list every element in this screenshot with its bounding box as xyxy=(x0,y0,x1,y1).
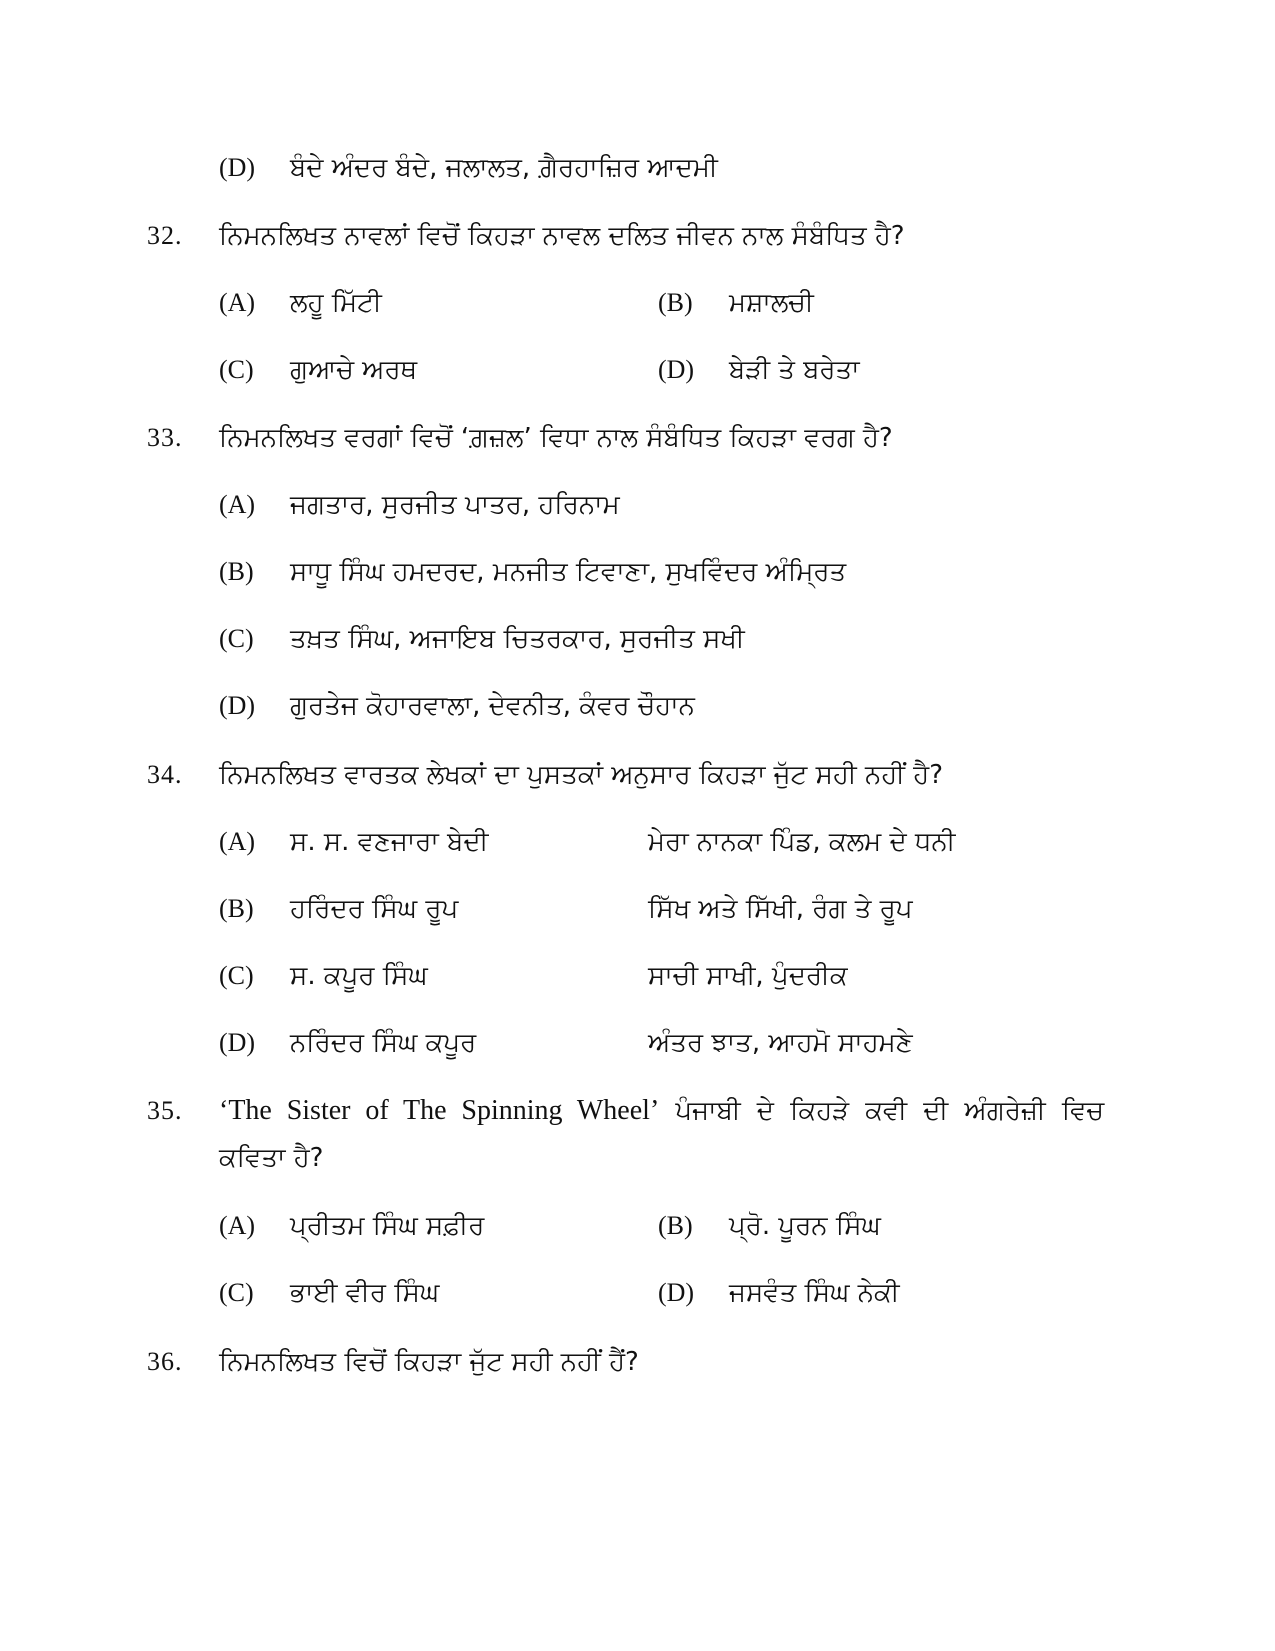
option-text: ਭਾਈ ਵੀਰ ਸਿੰਘ xyxy=(290,1278,440,1308)
option-books: ਮੇਰਾ ਨਾਨਕਾ ਪਿੰਡ, ਕਲਮ ਦੇ ਧਨੀ xyxy=(648,827,956,857)
question-number: 34. xyxy=(147,760,183,789)
option-label: (C) xyxy=(219,961,254,990)
option-text: ਬੰਦੇ ਅੰਦਰ ਬੰਦੇ, ਜਲਾਲਤ, ਗ਼ੈਰਹਾਜ਼ਿਰ ਆਦਮੀ xyxy=(290,153,718,183)
option-books: ਸਾਚੀ ਸਾਖੀ, ਪੁੰਦਰੀਕ xyxy=(648,961,848,991)
option-label: (B) xyxy=(658,1211,693,1240)
question-number: 35. xyxy=(147,1096,183,1125)
question-text: ਪੰਜਾਬੀ ਦੇ ਕਿਹੜੇ ਕਵੀ ਦੀ ਅੰਗਰੇਜ਼ੀ ਵਿਚ xyxy=(675,1096,1105,1126)
option-label: (D) xyxy=(219,153,256,182)
question-number: 33. xyxy=(147,423,183,452)
question-number: 32. xyxy=(147,221,183,250)
option-label: (C) xyxy=(219,624,254,653)
option-text: ਜਸਵੰਤ ਸਿੰਘ ਨੇਕੀ xyxy=(729,1278,900,1308)
option-text: ਸਾਧੂ ਸਿੰਘ ਹਮਦਰਦ, ਮਨਜੀਤ ਟਿਵਾਣਾ, ਸੁਖਵਿੰਦਰ ਅੰਮ੍ਰਿਤ xyxy=(290,557,847,587)
poem-title: ‘The Sister of The Spinning Wheel’ xyxy=(219,1095,660,1126)
option-text: ਤਖ਼ਤ ਸਿੰਘ, ਅਜਾਇਬ ਚਿਤਰਕਾਰ, ਸੁਰਜੀਤ ਸਖੀ xyxy=(290,624,745,654)
option-text: ਜਗਤਾਰ, ਸੁਰਜੀਤ ਪਾਤਰ, ਹਰਿਨਾਮ xyxy=(290,490,620,520)
option-label: (B) xyxy=(219,557,254,586)
question-text: ਨਿਮਨਲਿਖਤ ਵਿਚੋਂ ਕਿਹੜਾ ਜੁੱਟ ਸਹੀ ਨਹੀਂ ਹੈਂ? xyxy=(219,1347,639,1377)
option-label: (D) xyxy=(658,355,695,384)
option-author: ਸ. ਸ. ਵਣਜਾਰਾ ਬੇਦੀ xyxy=(290,827,489,857)
option-label: (C) xyxy=(219,355,254,384)
option-text: ਲਹੂ ਮਿੱਟੀ xyxy=(290,288,382,318)
option-label: (D) xyxy=(219,1028,256,1057)
option-label: (B) xyxy=(658,288,693,317)
option-label: (A) xyxy=(219,490,256,519)
question-text-line-1 xyxy=(219,1091,1104,1131)
option-author: ਹਰਿੰਦਰ ਸਿੰਘ ਰੂਪ xyxy=(290,894,459,924)
option-text: ਮਸ਼ਾਲਚੀ xyxy=(729,288,814,318)
option-books: ਸਿੱਖ ਅਤੇ ਸਿੱਖੀ, ਰੰਗ ਤੇ ਰੂਪ xyxy=(648,894,913,924)
option-text: ਪ੍ਰੋ. ਪੂਰਨ ਸਿੰਘ xyxy=(729,1211,881,1241)
option-text: ਪ੍ਰੀਤਮ ਸਿੰਘ ਸਫ਼ੀਰ xyxy=(290,1211,485,1241)
option-label: (C) xyxy=(219,1278,254,1307)
question-text: ਨਿਮਨਲਿਖਤ ਨਾਵਲਾਂ ਵਿਚੋਂ ਕਿਹੜਾ ਨਾਵਲ ਦਲਿਤ ਜੀਵਨ ਨਾਲ ਸੰਬੰਧਿਤ ਹੈ? xyxy=(219,221,905,251)
option-author: ਨਰਿੰਦਰ ਸਿੰਘ ਕਪੂਰ xyxy=(290,1028,477,1058)
option-label: (D) xyxy=(658,1278,695,1307)
option-text: ਬੇੜੀ ਤੇ ਬਰੇਤਾ xyxy=(729,355,860,385)
option-books: ਅੰਤਰ ਝਾਤ, ਆਹਮੋ ਸਾਹਮਣੇ xyxy=(648,1028,913,1058)
question-number: 36. xyxy=(147,1347,183,1376)
question-text: ਨਿਮਨਲਿਖਤ ਵਾਰਤਕ ਲੇਖਕਾਂ ਦਾ ਪੁਸਤਕਾਂ ਅਨੁਸਾਰ ਕਿਹੜਾ ਜੁੱਟ ਸਹੀ ਨਹੀਂ ਹੈ? xyxy=(219,760,944,790)
option-text: ਗੁਰਤੇਜ ਕੋਹਾਰਵਾਲਾ, ਦੇਵਨੀਤ, ਕੰਵਰ ਚੌਹਾਨ xyxy=(290,691,695,721)
option-label: (A) xyxy=(219,288,256,317)
question-text-line-2: ਕਵਿਤਾ ਹੈ? xyxy=(219,1143,324,1173)
question-text: ਨਿਮਨਲਿਖਤ ਵਰਗਾਂ ਵਿਚੋਂ ‘ਗ਼ਜ਼ਲ’ ਵਿਧਾ ਨਾਲ ਸੰਬੰਧਿਤ ਕਿਹੜਾ ਵਰਗ ਹੈ? xyxy=(219,423,893,453)
option-label: (A) xyxy=(219,1211,256,1240)
option-label: (B) xyxy=(219,894,254,923)
option-label: (D) xyxy=(219,691,256,720)
option-label: (A) xyxy=(219,827,256,856)
option-text: ਗੁਆਚੇ ਅਰਥ xyxy=(290,355,418,385)
option-author: ਸ. ਕਪੂਰ ਸਿੰਘ xyxy=(290,961,428,991)
